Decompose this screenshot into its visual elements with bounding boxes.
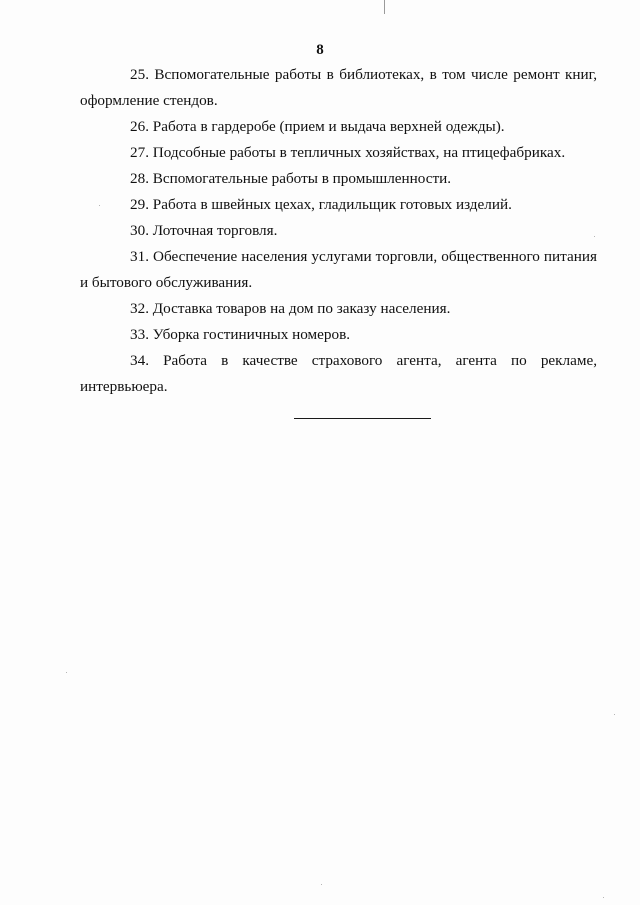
item-text: 33. Уборка гостиничных номеров. bbox=[130, 326, 351, 343]
scan-speck bbox=[66, 672, 67, 673]
item-continuation: оформление стендов. bbox=[80, 92, 218, 109]
page-number: 8 bbox=[316, 42, 324, 58]
list-item bbox=[80, 348, 597, 400]
item-text: 29. Работа в швейных цехах, гладильщик готовых изделий. bbox=[130, 196, 512, 213]
scan-speck bbox=[594, 236, 595, 237]
list-item bbox=[80, 322, 597, 348]
item-text: 30. Лоточная торговля. bbox=[130, 222, 278, 239]
item-text: 27. Подсобные работы в тепличных хозяйствах, на птицефабриках. bbox=[130, 144, 566, 161]
item-text: 26. Работа в гардеробе (прием и выдача верхней одежды). bbox=[130, 118, 505, 135]
end-rule bbox=[294, 418, 431, 419]
list-item bbox=[80, 218, 597, 244]
list-item bbox=[80, 62, 597, 114]
scan-speck bbox=[99, 205, 100, 206]
list-item bbox=[80, 244, 597, 296]
list-item bbox=[80, 296, 597, 322]
item-list bbox=[80, 62, 597, 400]
item-continuation: и бытового обслуживания. bbox=[80, 274, 253, 291]
scan-speck bbox=[614, 714, 615, 715]
item-text: 34. Работа в качестве страхового агента, агента по рекламе, bbox=[130, 352, 597, 369]
list-item bbox=[80, 140, 597, 166]
list-item bbox=[80, 166, 597, 192]
item-text: 32. Доставка товаров на дом по заказу населения. bbox=[130, 300, 451, 317]
scan-speck bbox=[321, 884, 322, 885]
scan-speck bbox=[603, 897, 604, 898]
item-text: 31. Обеспечение населения услугами торговли, общественного питания bbox=[130, 248, 597, 265]
list-item bbox=[80, 192, 597, 218]
item-continuation: интервьюера. bbox=[80, 378, 168, 395]
scan-mark bbox=[384, 0, 385, 14]
item-text: 25. Вспомогательные работы в библиотеках, в том числе ремонт книг, bbox=[130, 66, 597, 83]
item-text: 28. Вспомогательные работы в промышленности. bbox=[130, 170, 452, 187]
list-item bbox=[80, 114, 597, 140]
